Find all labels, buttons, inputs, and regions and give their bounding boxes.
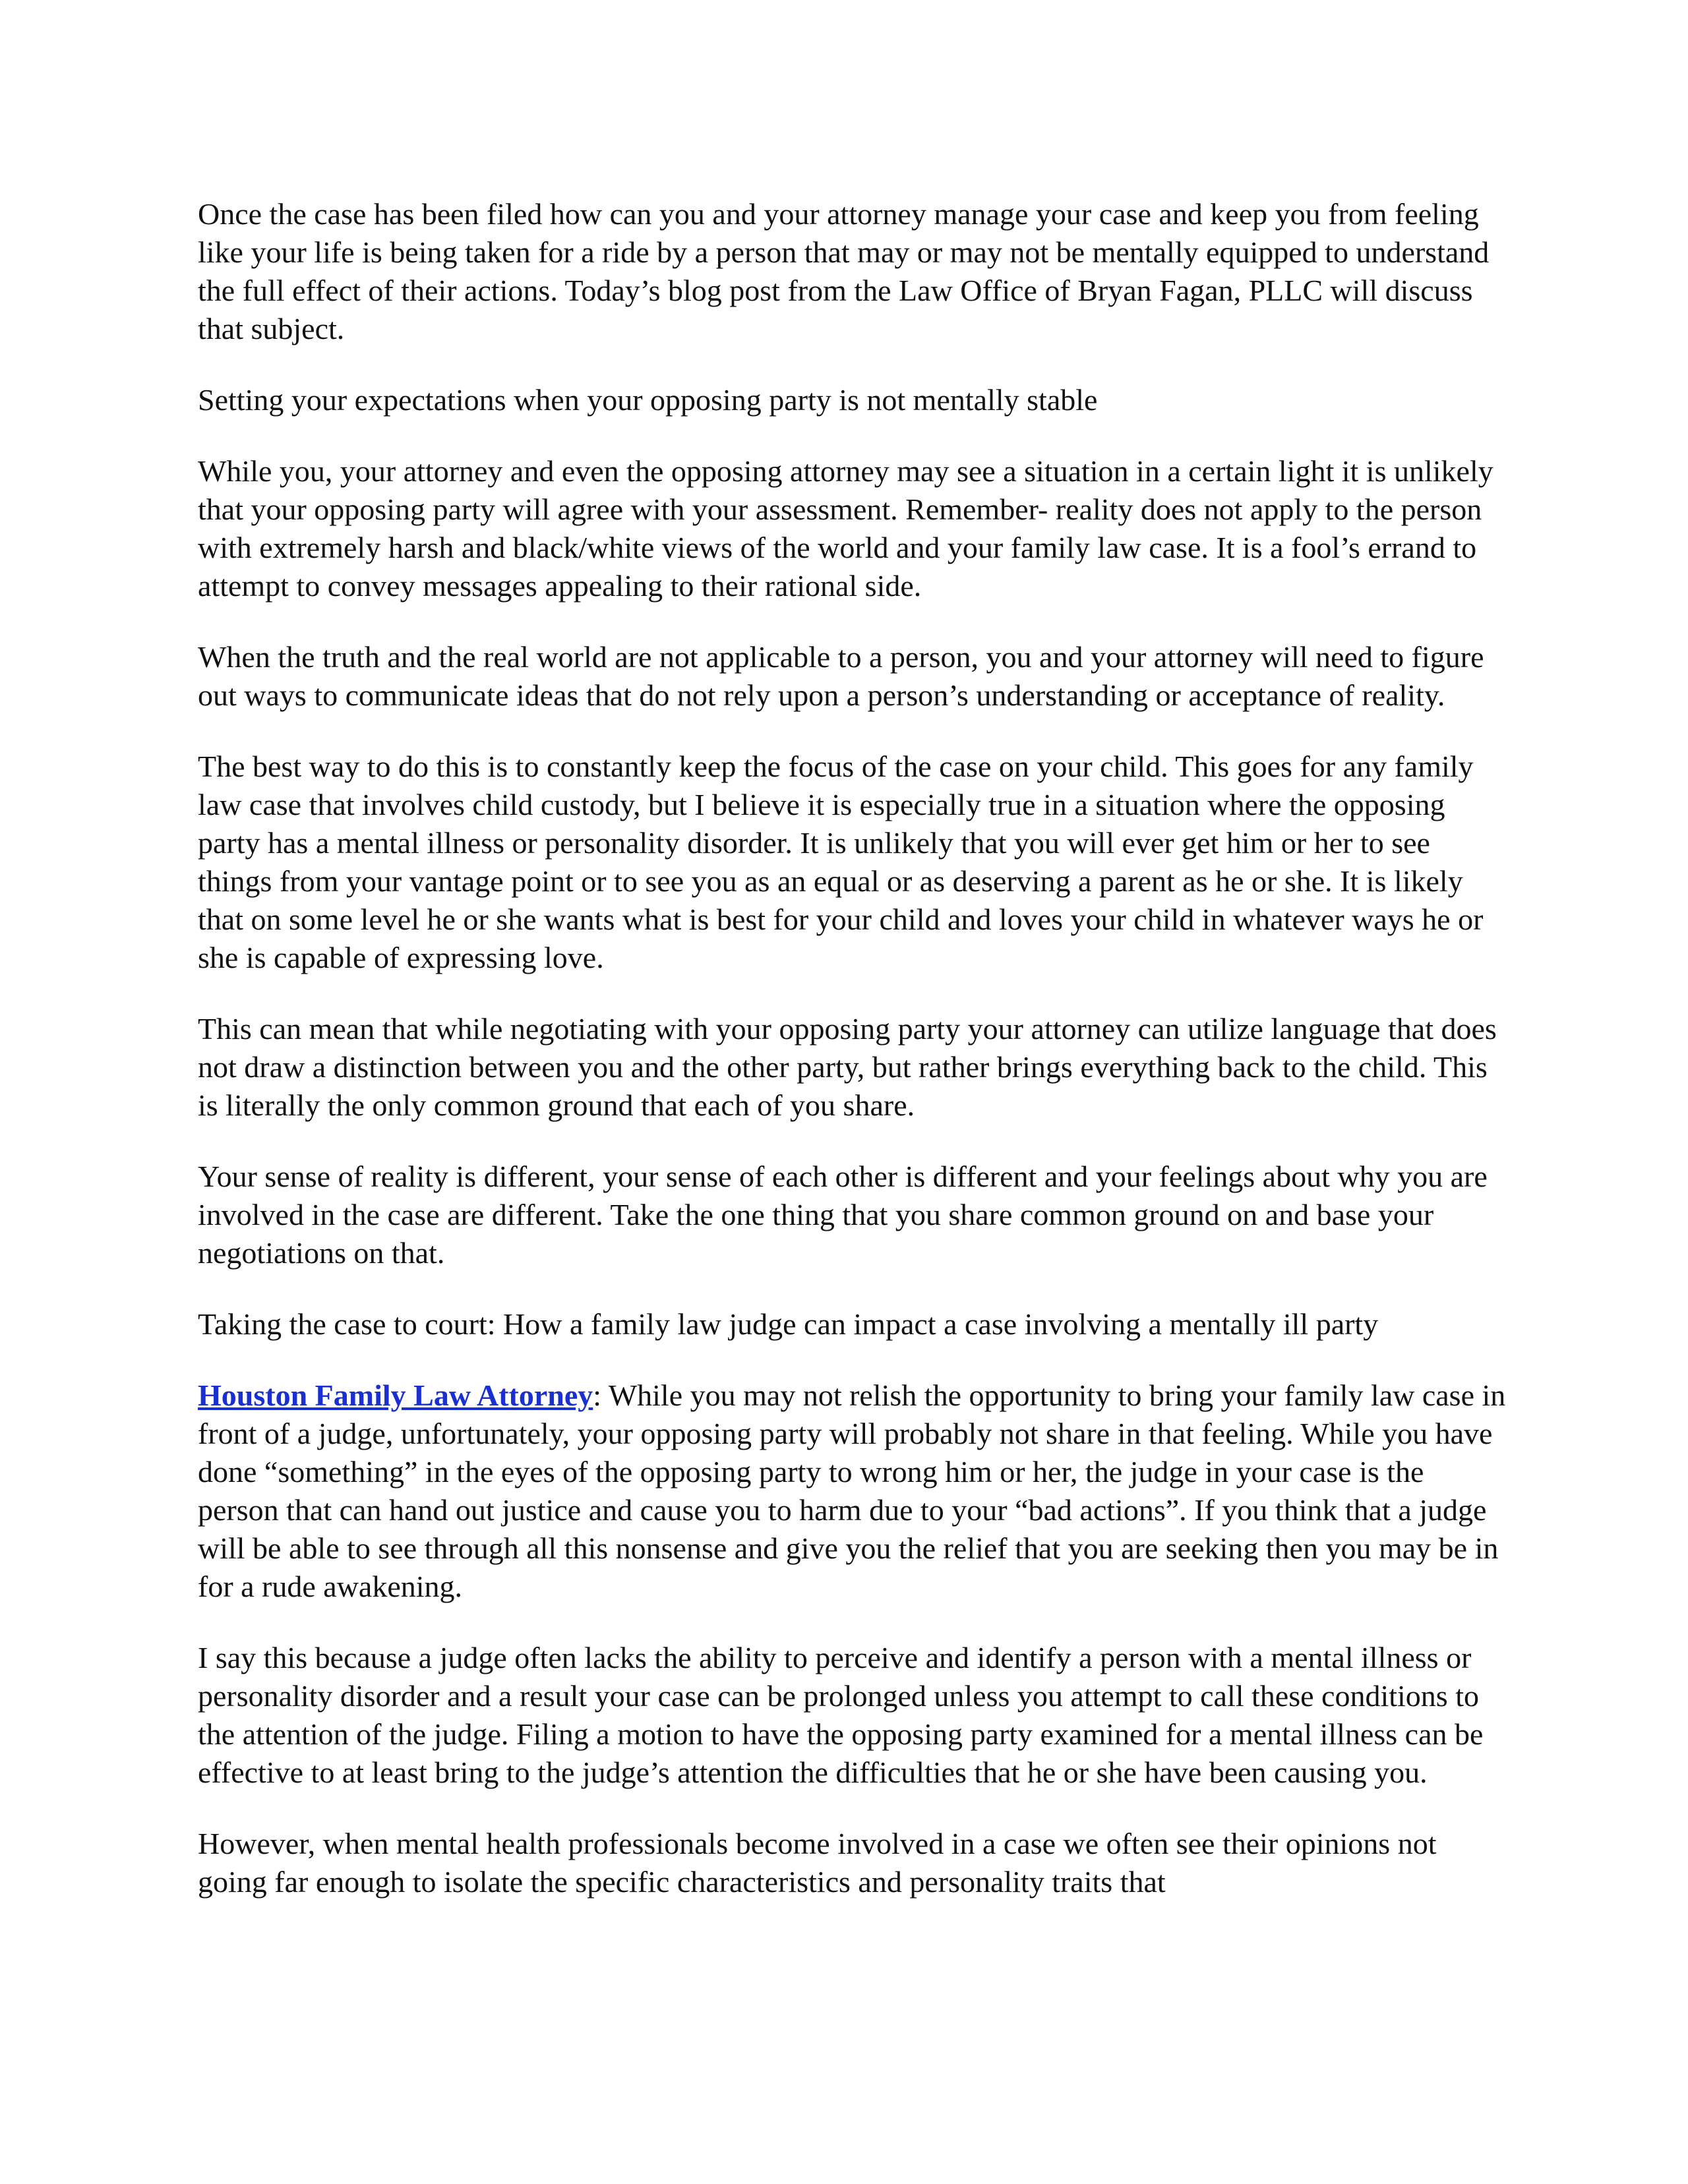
paragraph-sense-of-reality: Your sense of reality is different, your sense of each other is different and your feelings about why you are involved in the case are different. Take the one thing that you share common ground on and base your negotiations on that. bbox=[198, 1160, 1488, 1270]
paragraph-mental-health-professionals: However, when mental health professionals become involved in a case we often see their opinions not going far enough to isolate the specific characteristics and personality traits that bbox=[198, 1827, 1437, 1899]
paragraph-truth: When the truth and the real world are not applicable to a person, you and your attorney will need to figure out ways to communicate ideas that do not rely upon a person’s understanding or acceptance of reality. bbox=[198, 640, 1484, 712]
paragraph-negotiating: This can mean that while negotiating with your opposing party your attorney can utilize language that does not draw a distinction between you and the other party, but rather brings everything back to the child. This is literally the only common ground that each of you share. bbox=[198, 1012, 1497, 1122]
paragraph-intro: Once the case has been filed how can you and your attorney manage your case and keep you from feeling like your life is being taken for a ride by a person that may or may not be mentally equipped to understand the full effect of their actions. Today’s blog post from the Law Office of Bryan Fagan, PLLC will discuss that subject. bbox=[198, 197, 1490, 345]
paragraph-judge-perceive: I say this because a judge often lacks the ability to perceive and identify a person with a mental illness or personality disorder and a result your case can be prolonged unless you attempt to call these conditions to the attention of the judge. Filing a motion to have the opposing party examined for a mental illness can be effective to at least bring to the judge’s attention the difficulties that he or she have been causing you. bbox=[198, 1641, 1484, 1789]
document-page bbox=[198, 195, 1510, 1934]
houston-family-law-attorney-link[interactable]: Houston Family Law Attorney bbox=[198, 1378, 593, 1412]
paragraph-heading-expectations: Setting your expectations when your opposing party is not mentally stable bbox=[198, 383, 1098, 417]
paragraph-focus-child: The best way to do this is to constantly keep the focus of the case on your child. This goes for any family law case that involves child custody, but I believe it is especially true in a situation where the opposing party has a mental illness or personality disorder. It is unlikely that you will ever get him or her to see things from your vantage point or to see you as an equal or as deserving a parent as he or she. It is likely that on some level he or she wants what is best for your child and loves your child in whatever ways he or she is capable of expressing love. bbox=[198, 750, 1484, 974]
paragraph-attorney-text: : While you may not relish the opportunity to bring your family law case in front of a judge, unfortunately, your opposing party will probably not share in that feeling. While you have done “something” in the eyes of the opposing party to wrong him or her, the judge in your case is the person that can hand out justice and cause you to harm due to your “bad actions”. If you think that a judge will be able to see through all this nonsense and give you the relief that you are seeking then you may be in for a rude awakening. bbox=[198, 1378, 1506, 1603]
paragraph-attorney-link bbox=[198, 1376, 1510, 1606]
paragraph-heading-court: Taking the case to court: How a family law judge can impact a case involving a mentally ill party bbox=[198, 1307, 1379, 1341]
paragraph-reality: While you, your attorney and even the opposing attorney may see a situation in a certain light it is unlikely that your opposing party will agree with your assessment. Remember- reality does not apply to the person with extremely harsh and black/white views of the world and your family law case. It is a fool’s errand to attempt to convey messages appealing to their rational side. bbox=[198, 454, 1493, 603]
